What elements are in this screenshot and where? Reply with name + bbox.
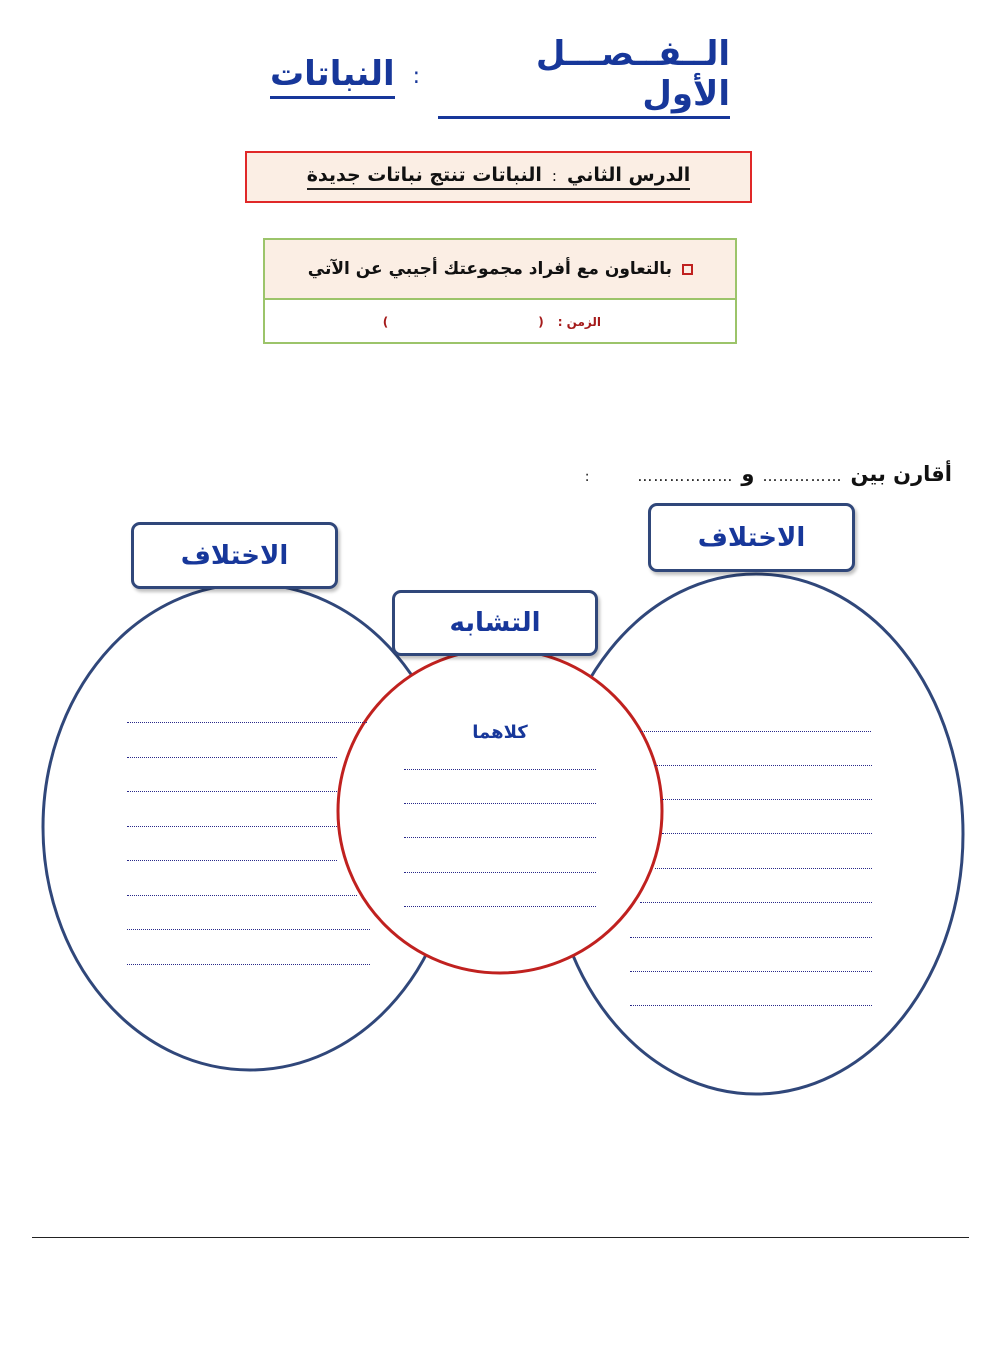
compare-prefix: أقارن بين — [850, 462, 952, 486]
left-answer-line[interactable] — [127, 895, 357, 896]
lesson-separator: : — [551, 167, 557, 185]
center-answer-line[interactable] — [404, 872, 596, 873]
right-difference-box — [648, 503, 855, 572]
right-answer-line[interactable] — [630, 937, 872, 938]
right-answer-line[interactable] — [662, 833, 872, 834]
left-difference-label: الاختلاف — [180, 540, 289, 571]
compare-conjunction: و — [741, 462, 755, 486]
left-answer-line[interactable] — [127, 826, 337, 827]
right-answer-line[interactable] — [630, 971, 872, 972]
similarity-box — [392, 590, 598, 656]
center-answer-line[interactable] — [404, 906, 596, 907]
left-answer-line[interactable] — [127, 757, 337, 758]
compare-colon: : — [584, 469, 590, 485]
time-open-paren: ( — [538, 315, 544, 329]
lesson-title: النباتات تنتج نباتات جديدة — [306, 164, 542, 186]
left-answer-line[interactable] — [127, 791, 337, 792]
right-answer-line[interactable] — [655, 765, 872, 766]
right-answer-line[interactable] — [655, 868, 872, 869]
center-answer-line[interactable] — [404, 837, 596, 838]
center-answer-line[interactable] — [404, 769, 596, 770]
time-close-paren: ) — [382, 315, 389, 329]
task-instruction: بالتعاون مع أفراد مجموعتك أجيبي عن الآتي — [307, 259, 672, 279]
left-answer-line[interactable] — [127, 964, 370, 965]
left-answer-line[interactable] — [127, 722, 367, 723]
left-answer-line[interactable] — [127, 860, 337, 861]
footer-divider — [32, 1237, 969, 1238]
right-difference-label: الاختلاف — [697, 522, 806, 553]
chapter-label: الــفــصـــل الأول — [438, 34, 730, 119]
compare-blank-2[interactable]: ……………… — [637, 467, 734, 485]
title-separator: : — [412, 63, 421, 89]
right-answer-line[interactable] — [662, 799, 872, 800]
right-answer-line[interactable] — [640, 902, 872, 903]
center-answer-line[interactable] — [404, 803, 596, 804]
compare-blank-1[interactable]: …………… — [762, 467, 843, 485]
chapter-topic: النباتات — [270, 54, 395, 99]
time-label: الزمن : — [557, 315, 601, 329]
center-circle — [338, 649, 662, 973]
both-label: كلاهما — [472, 722, 528, 743]
left-difference-box — [131, 522, 338, 589]
left-answer-line[interactable] — [127, 929, 370, 930]
similarity-label: التشابه — [449, 608, 541, 638]
right-answer-line[interactable] — [630, 1005, 872, 1006]
right-answer-line[interactable] — [640, 731, 871, 732]
lesson-label: الدرس الثاني — [566, 164, 691, 186]
